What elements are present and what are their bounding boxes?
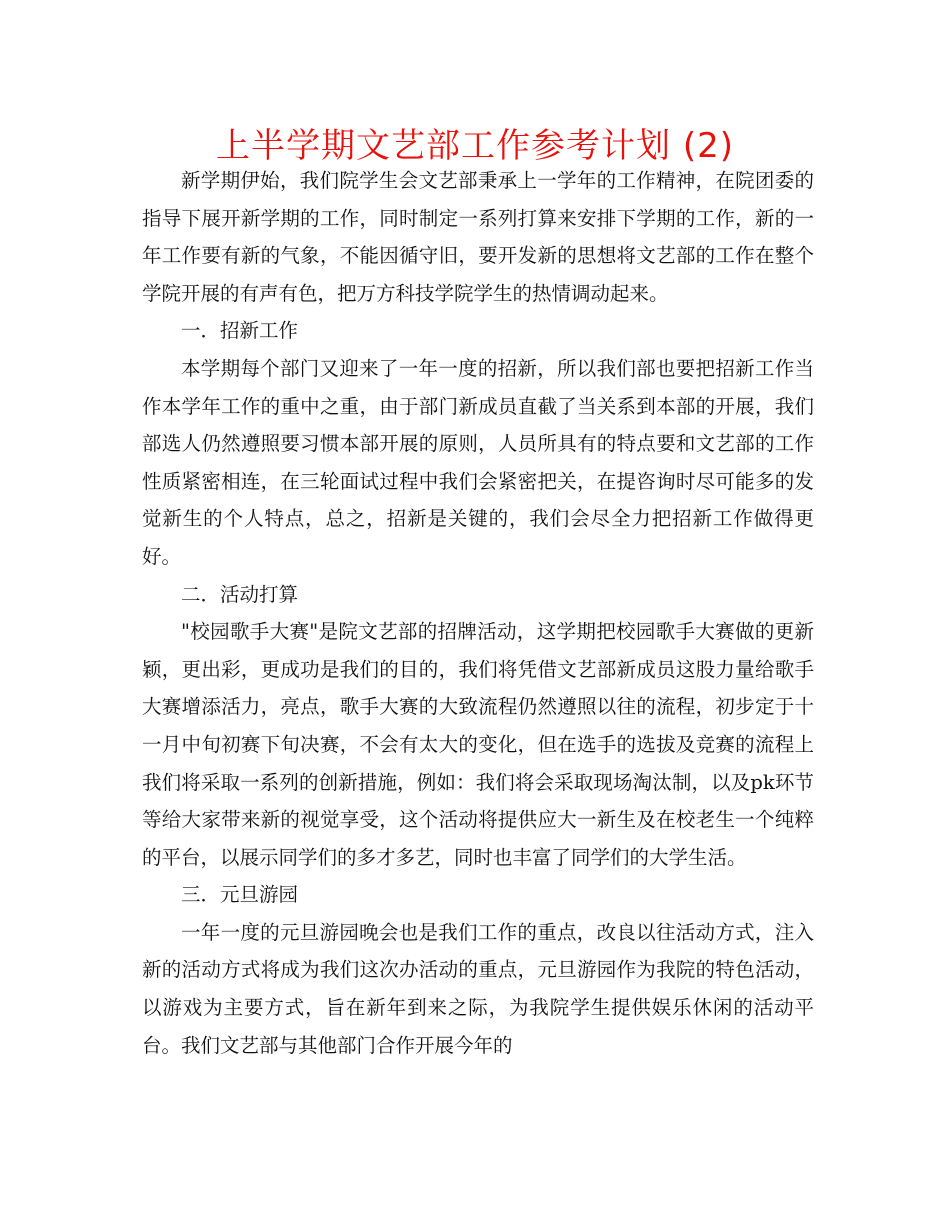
section-heading-recruitment: 一．招新工作 bbox=[181, 319, 299, 343]
section-heading-activity-plan: 二．活动打算 bbox=[181, 582, 299, 606]
paragraph-activity-plan: "校园歌手大赛"是院文艺部的招牌活动，这学期把校园歌手大赛做的更新颖，更出彩，更成功是我们的目的，我们将凭借文艺部新成员这股力量给歌手大赛增添活力，亮点，歌手大赛的大致流程仍然遵照以往的流程，初步定于十一月中旬初赛下旬决赛，不会有太大的变化，但在选手的选拔及竞赛的流程上我们将采取一系列的创新措施，例如：我们将会采取现场淘汰制，以及pk环节等给大家带来新的视觉享受，这个活动将提供应大一新生及在校老生一个纯粹的平台，以展示同学们的多才多艺，同时也丰富了同学们的大学生活。 bbox=[142, 620, 814, 869]
paragraph-new-year-fair: 一年一度的元旦游园晚会也是我们工作的重点，改良以往活动方式，注入新的活动方式将成为我们这次办活动的重点，元旦游园作为我院的特色活动，以游戏为主要方式，旨在新年到来之际，为我院学生提供娱乐休闲的活动平台。我们文艺部与其他部门合作开展今年的 bbox=[142, 920, 814, 1057]
paragraph-intro: 新学期伊始，我们院学生会文艺部秉承上一学年的工作精神，在院团委的指导下展开新学期的工作，同时制定一系列打算来安排下学期的工作，新的一年工作要有新的气象，不能因循守旧，要开发新的思想将文艺部的工作在整个学院开展的有声有色，把万方科技学院学生的热情调动起来。 bbox=[142, 169, 814, 305]
document-title: 上半学期文艺部工作参考计划 (2) bbox=[216, 126, 734, 166]
paragraph-recruitment: 本学期每个部门又迎来了一年一度的招新，所以我们部也要把招新工作当作本学年工作的重中之重，由于部门新成员直截了当关系到本部的开展，我们部选人仍然遵照要习惯本部开展的原则，人员所具有的特点要和文艺部的工作性质紧密相连，在三轮面试过程中我们会紧密把关，在提咨询时尽可能多的发觉新生的个人特点，总之，招新是关键的，我们会尽全力把招新工作做得更好。 bbox=[142, 356, 814, 568]
section-heading-new-year-fair: 三．元旦游园 bbox=[181, 883, 299, 907]
document-body bbox=[142, 162, 814, 1064]
